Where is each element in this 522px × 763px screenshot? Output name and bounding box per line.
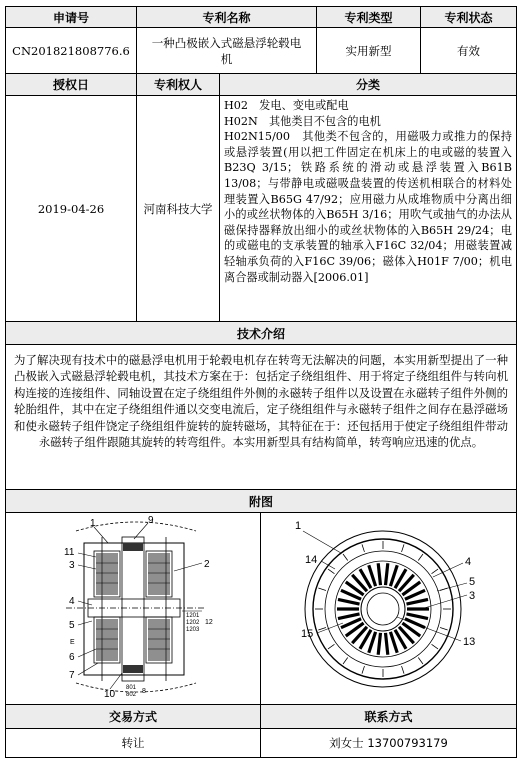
rotor-magnet [328, 569, 334, 574]
section-tech-intro-header: 技术介绍 [6, 322, 516, 345]
label-11: 11 [64, 547, 75, 558]
stator-slot [338, 614, 360, 619]
header-grant-date: 授权日 [6, 74, 137, 95]
classification-item: H02N15/00 其他类不包含的，用磁吸力或推力的保持或悬浮装置(用以把工件固定在机床上的电或磁的装置入B23Q 3/15；铁路系统的滑动或悬浮装置入B61B 13/08；与带静电或磁吸盘装置的传送机相联合的材料处理装置入B65G 47/92；应用磁力从成堆物质中分离出细小的或丝状物体的入B65H 3/16；用吹气或抽气的办法从磁保持器释放出细小的或丝状物体的入B65H 29/24；电的或磁电的支承装置的轴承入F16C 32/04；用磁装置减轻轴承负荷的入F16C 39/06；磁体入H01F 7/00；机电离合器或制动器入[2006.01] [224, 130, 512, 284]
label-1202: 1202 [186, 620, 200, 626]
patent-name: 一种凸极嵌入式磁悬浮轮毂电机 [137, 28, 317, 73]
rotor-magnet [362, 666, 364, 674]
header-row-3 [6, 705, 516, 729]
label-802: 802 [126, 692, 137, 698]
label-15: 15 [301, 628, 314, 640]
figure-cross-section [6, 513, 261, 704]
label-5-right: 5 [469, 576, 476, 588]
stator-slot [406, 614, 428, 619]
rotor-magnet [343, 658, 348, 664]
rotor-magnet [318, 628, 326, 630]
header-patent-type: 专利类型 [317, 7, 421, 27]
classification-list [220, 96, 516, 321]
rotor-magnet [432, 569, 438, 574]
label-1203: 1203 [186, 627, 200, 633]
label-3-right: 3 [469, 590, 476, 602]
header-application-no: 申请号 [6, 7, 137, 27]
value-row-3 [6, 729, 516, 757]
trade-method: 转让 [6, 729, 261, 757]
rotor-magnet [440, 628, 448, 630]
stator-slot [378, 563, 380, 585]
header-trade-method: 交易方式 [6, 705, 261, 728]
figure-radial-view [261, 513, 516, 704]
stator-slot [386, 633, 388, 655]
rotor-magnet [343, 554, 348, 560]
header-row-2 [6, 74, 516, 96]
patent-info-table [5, 6, 517, 758]
label-1: 1 [90, 518, 96, 529]
rotor-magnet [418, 554, 423, 560]
value-row-1 [6, 28, 516, 74]
tech-intro-text: 为了解决现有技术中的磁悬浮电机用于轮毂电机存在转弯无法解决的问题，本实用新型提出了一种凸极嵌入式磁悬浮轮毂电机，其技术方案在于：包括定子绕组组件、用于将定子绕组组件与转向机构连接的连接组件、同轴设置在定子绕组组件外侧的永磁转子组件以及设置在永磁转子组件外侧的轮胎组件，其中在定子绕组组件通以交变电流后，定子绕组组件与永磁转子组件之间存在悬浮磁场和使永磁转子组件饶定子绕组组件旋转的旋转磁场，其特征在于：还包括用于使定子绕组组件带动永磁转子组件跟随其旋转的转弯组件。本实用新型具有结构简单，转弯响应迅速的优点。 [6, 345, 516, 490]
label-1201: 1201 [186, 613, 200, 619]
label-5: 5 [69, 620, 75, 631]
rotor-magnet [318, 588, 326, 590]
section-figure-header: 附图 [6, 490, 516, 513]
value-row-2 [6, 96, 516, 322]
cross-section-drawing [6, 513, 261, 704]
label-1-right: 1 [295, 520, 302, 532]
label-4: 4 [69, 596, 75, 607]
rotor-magnet [362, 544, 364, 552]
patent-type: 实用新型 [317, 28, 421, 73]
header-contact: 联系方式 [261, 705, 516, 728]
label-10: 10 [104, 689, 116, 700]
label-801: 801 [126, 685, 137, 691]
classification-item: H02 发电、变电或配电 [224, 99, 349, 112]
stator-slot [386, 563, 388, 585]
label-8: 8 [142, 688, 146, 695]
label-9: 9 [148, 515, 154, 526]
header-patent-name: 专利名称 [137, 7, 317, 27]
rotor-magnet [432, 644, 438, 649]
label-2: 2 [204, 559, 210, 570]
header-patentee: 专利权人 [137, 74, 220, 95]
stator-slot [338, 599, 360, 604]
stator-slot [378, 633, 380, 655]
rotor-magnet [418, 658, 423, 664]
classification-item: H02N 其他类目不包含的电机 [224, 114, 381, 128]
header-patent-status: 专利状态 [421, 7, 516, 27]
contact: 刘女士 13700793179 [329, 736, 448, 750]
patent-status: 有效 [457, 43, 480, 58]
rotor-magnet [402, 666, 404, 674]
application-no: CN201821808776.6 [6, 28, 137, 73]
header-row-1 [6, 7, 516, 28]
label-3: 3 [69, 560, 75, 571]
label-14: 14 [305, 554, 318, 566]
figure-row [6, 513, 516, 705]
label-6: 6 [69, 652, 75, 663]
radial-view-drawing [261, 513, 516, 704]
stator-slot [406, 599, 428, 604]
label-7: 7 [69, 670, 75, 681]
rotor-magnet [328, 644, 334, 649]
label-e: E [70, 639, 75, 646]
label-4-right: 4 [465, 556, 472, 568]
rotor-magnet [402, 544, 404, 552]
label-12: 12 [205, 619, 213, 626]
grant-date: 2019-04-26 [6, 96, 137, 321]
header-classification: 分类 [220, 74, 516, 95]
label-13: 13 [463, 636, 476, 648]
patentee: 河南科技大学 [137, 96, 220, 321]
